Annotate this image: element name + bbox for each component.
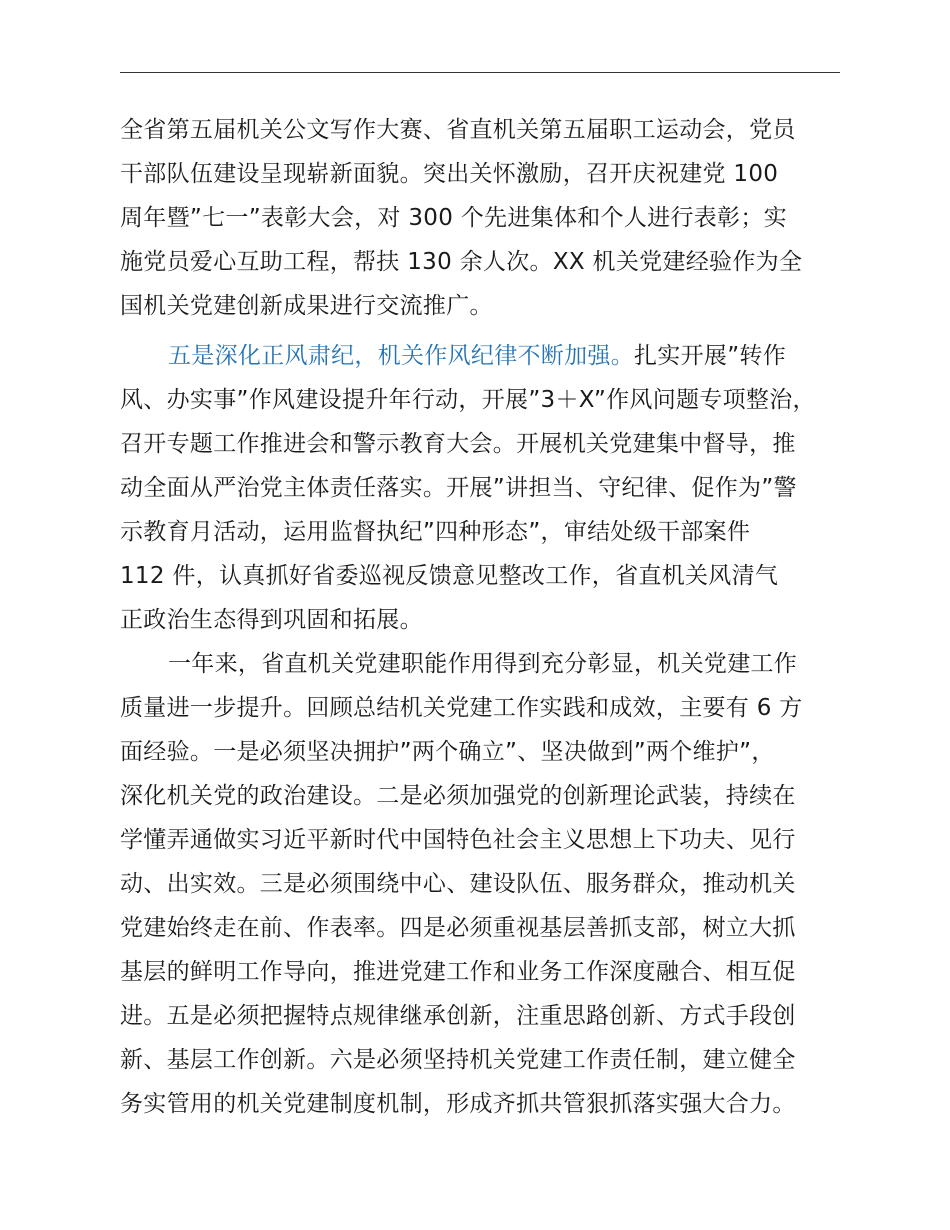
text-line: 干部队伍建设呈现崭新面貌。突出关怀激励，召开庆祝建党 100 (120, 161, 779, 187)
paragraph-heading-line (168, 334, 880, 378)
text-line: 周年暨”七一”表彰大会，对 300 个先进集体和个人进行表彰；实 (120, 205, 787, 231)
text-line: 新、基层工作创新。六是必须坚持机关党建工作责任制，建立健全 (120, 1047, 796, 1073)
text-line: 全省第五届机关公文写作大赛、省直机关第五届职工运动会，党员 (120, 117, 796, 143)
text-line: 国机关党建创新成果进行交流推广。 (120, 293, 493, 319)
text-line: 面经验。一是必须坚决拥护”两个确立”、坚决做到”两个维护”， (120, 739, 775, 765)
text-line: 进。五是必须把握特点规律继承创新，注重思路创新、方式手段创 (120, 1003, 796, 1029)
text-line: 动全面从严治党主体责任落实。开展”讲担当、守纪律、促作为”警 (120, 475, 797, 501)
text-line: 一年来，省直机关党建职能作用得到充分彰显，机关党建工作 (168, 651, 798, 677)
header-rule (120, 72, 840, 73)
text-line: 学懂弄通做实习近平新时代中国特色社会主义思想上下功夫、见行 (120, 827, 796, 853)
text-line: 施党员爱心互助工程，帮扶 130 余人次。XX 机关党建经验作为全 (120, 249, 803, 275)
text-line: 质量进一步提升。回顾总结机关党建工作实践和成效，主要有 6 方 (120, 695, 803, 721)
text-line: 动、出实效。三是必须围绕中心、建设队伍、服务群众，推动机关 (120, 871, 796, 897)
text-line: 基层的鲜明工作导向，推进党建工作和业务工作深度融合、相互促 (120, 959, 796, 985)
text-line: 风、办实事”作风建设提升年行动，开展”3＋X”作风问题专项整治， (120, 387, 816, 413)
section-heading: 五是深化正风肃纪，机关作风纪律不断加强。 (168, 343, 634, 369)
text-line: 务实管用的机关党建制度机制，形成齐抓共管狠抓落实强大合力。 (120, 1091, 796, 1117)
text-line: 深化机关党的政治建设。二是必须加强党的创新理论武装，持续在 (120, 783, 796, 809)
text-line: 112 件，认真抓好省委巡视反馈意见整改工作，省直机关风清气 (120, 563, 779, 589)
text-line: 示教育月活动，运用监督执纪”四种形态”，审结处级干部案件 (120, 519, 751, 545)
text-line: 正政治生态得到巩固和拓展。 (120, 607, 423, 633)
text-line: 召开专题工作推进会和警示教育大会。开展机关党建集中督导，推 (120, 431, 796, 457)
text-span: 扎实开展”转作 (634, 343, 787, 369)
text-line: 党建始终走在前、作表率。四是必须重视基层善抓支部，树立大抓 (120, 915, 796, 941)
